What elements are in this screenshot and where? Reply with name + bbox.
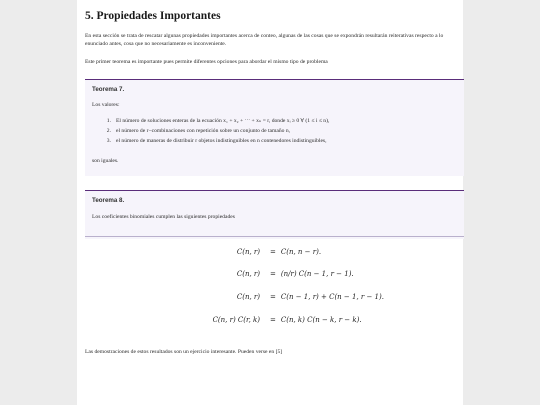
equation-block xyxy=(77,242,463,334)
closing-paragraph: Las demostraciones de estos resultados son un ejercicio interesante. Pueden verse en [5] xyxy=(85,349,283,355)
equation-4: = C(n, k) C(n − k, r − k). xyxy=(270,316,362,324)
lead-paragraph: Este primer teorema es importante pues permite diferentes opciones para abordar el mismo tipo de problema xyxy=(85,59,328,65)
theorem-7-title: Teorema 7. xyxy=(92,86,125,93)
theorem-8-text: Los coeficientes binomiales cumplen las siguientes propiedades xyxy=(92,214,235,220)
equation-2-lhs: C(n, r) xyxy=(236,270,260,278)
equation-3-lhs: C(n, r) xyxy=(236,293,260,301)
list-item: 1. El número de soluciones enteras de la ecuación x₁ + x₂ + ⋯ + xₙ = r, donde xᵢ ≥ 0 ∀ (1 ≤ i ≤ n), xyxy=(106,118,330,124)
list-item: 2. el número de r−combinaciones con repetición sobre un conjunto de tamaño n, xyxy=(106,128,291,134)
section-title: 5. Propiedades Importantes xyxy=(85,10,221,22)
equation-1: = C(n, n − r). xyxy=(270,248,322,256)
theorem-7-list xyxy=(92,116,329,146)
theorem-7-intro: Los valores: xyxy=(92,102,120,108)
equation-1-lhs: C(n, r) xyxy=(236,248,260,256)
theorem-8-title: Teorema 8. xyxy=(92,197,125,204)
equation-4-lhs: C(n, r) C(r, k) xyxy=(212,316,260,324)
theorem-8-box xyxy=(85,190,464,239)
theorem-7-box xyxy=(85,79,464,176)
divider xyxy=(85,236,464,237)
list-item: 3. el número de maneras de distribuir r objetos indistinguibles en n contenedores indistinguibles, xyxy=(106,138,327,144)
document-page xyxy=(77,0,463,405)
intro-paragraph: En esta sección se trata de rescatar algunas propiedades importantes acerca de conteo, algunas de las cosas que se expondrán resultarán reiterativas respecto a lo enunciado antes, cosa que no necesariamente es inconveniente. xyxy=(85,33,444,47)
equation-2: = (n/r) C(n − 1, r − 1). xyxy=(270,270,354,278)
theorem-7-outro: son iguales. xyxy=(92,158,119,164)
equation-3: = C(n − 1, r) + C(n − 1, r − 1). xyxy=(270,293,384,301)
